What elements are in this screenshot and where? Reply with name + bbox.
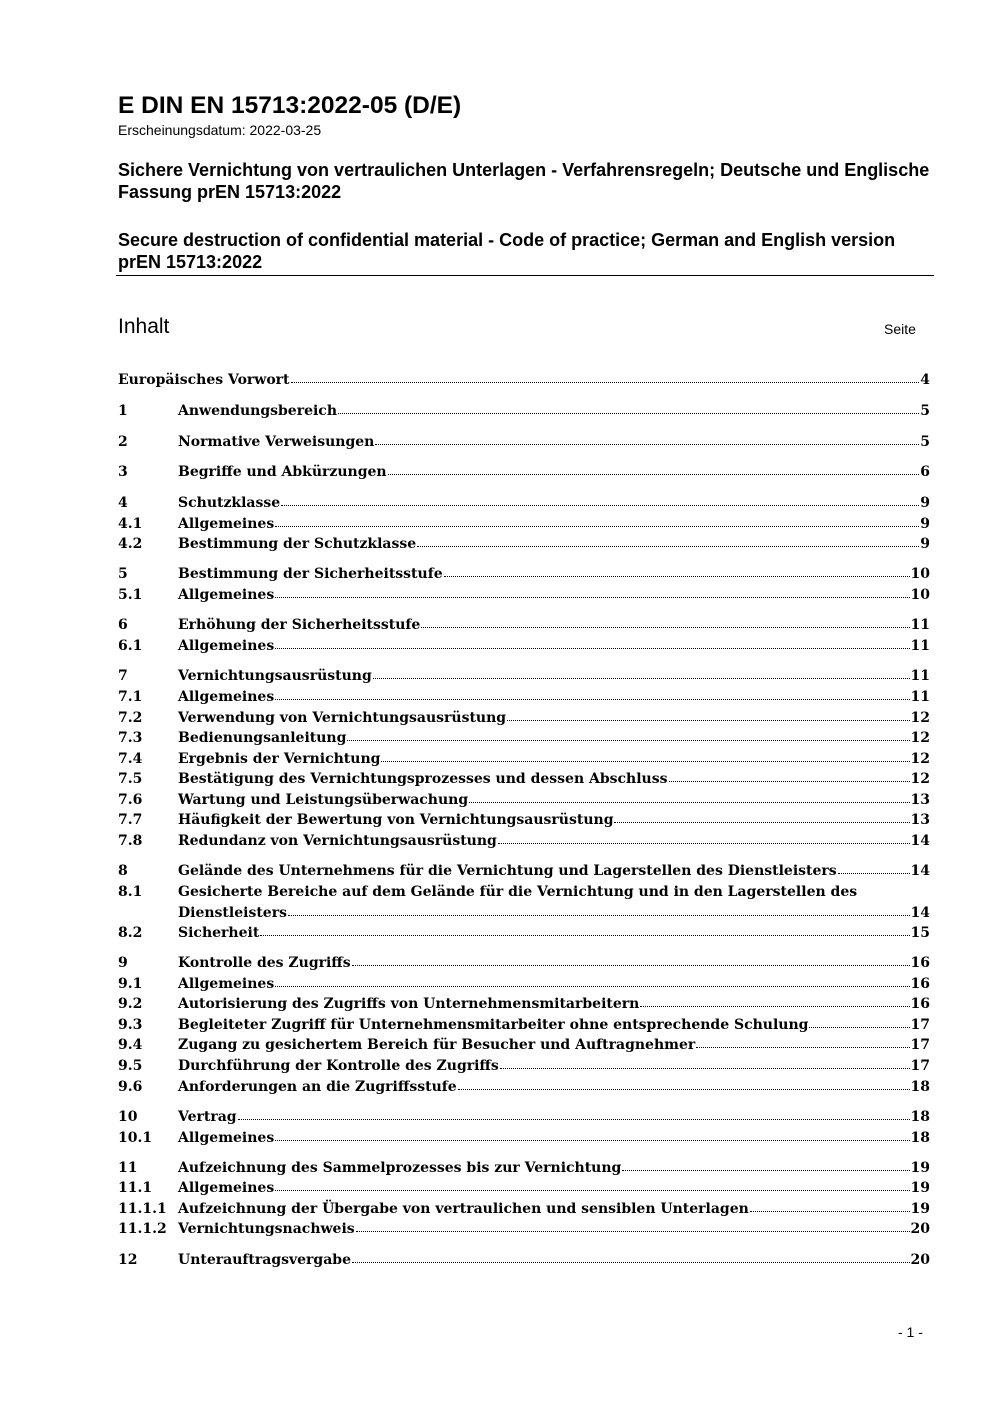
toc-entry-number: 11.1.2 (118, 1221, 167, 1237)
toc-entry-page: 19 (910, 1201, 930, 1217)
toc-entry-page: 19 (910, 1180, 930, 1196)
toc-entry-line (178, 636, 930, 657)
toc-entry-number: 9.6 (118, 1079, 143, 1095)
toc-dot-leader (275, 1128, 909, 1142)
toc-entry-title: Durchführung der Kontrolle des Zugriffs (178, 1058, 499, 1074)
toc-entry-page: 18 (910, 1079, 930, 1095)
toc-entry-page: 5 (920, 434, 930, 450)
toc-entry-title: Begleiteter Zugriff für Unternehmensmitarbeiter ohne entsprechende Schulung (178, 1017, 809, 1033)
toc-entry-title: Allgemeines (178, 689, 275, 705)
toc-dot-leader (498, 831, 910, 845)
toc-entry-title: Kontrolle des Zugriffs (178, 955, 351, 971)
toc-entry-title: Schutzklasse (178, 495, 281, 511)
toc-entry-page: 14 (910, 863, 930, 879)
toc-dot-leader (347, 728, 909, 742)
title-german: Sichere Vernichtung von vertraulichen Unterlagen - Verfahrensregeln; Deutsche und Englische Fassung prEN 15713:2022 (118, 160, 930, 202)
toc-entry-number: 11.1.1 (118, 1201, 167, 1217)
toc-entry-line (178, 514, 930, 535)
toc-dot-leader (388, 462, 920, 476)
toc-entry-title: Bestätigung des Vernichtungsprozesses und dessen Abschluss (178, 771, 668, 787)
toc-entry-line (178, 708, 930, 729)
toc-entry-line (178, 728, 930, 749)
toc-entry-title: Unterauftragsvergabe (178, 1252, 351, 1268)
toc-dot-leader (275, 1178, 909, 1192)
toc-entry-page: 10 (910, 587, 930, 603)
toc-dot-leader (669, 769, 910, 783)
toc-dot-leader (640, 994, 909, 1008)
toc-entry-line (178, 687, 930, 708)
toc-entry-title: Aufzeichnung der Übergabe von vertraulichen und sensiblen Unterlagen (178, 1201, 749, 1217)
toc-entry-page: 10 (910, 566, 930, 582)
toc-entry-line (118, 370, 930, 391)
toc-entry-line (178, 1035, 930, 1056)
toc-entry-number: 9.2 (118, 996, 143, 1012)
toc-entry-line (178, 1250, 930, 1271)
page-number: - 1 - (898, 1324, 923, 1340)
toc-entry-line (178, 1178, 930, 1199)
toc-dot-leader (381, 749, 909, 763)
toc-dot-leader (356, 1219, 910, 1233)
toc-entry-line (178, 831, 930, 852)
toc-dot-leader (275, 585, 909, 599)
toc-entry-number: 6 (118, 617, 128, 633)
toc-entry-title: Allgemeines (178, 516, 275, 532)
toc-entry-title: Bestimmung der Sicherheitsstufe (178, 566, 443, 582)
toc-dot-leader (469, 790, 909, 804)
toc-entry-line (178, 585, 930, 606)
toc-entry-page: 18 (910, 1130, 930, 1146)
toc-entry-title: Allgemeines (178, 587, 275, 603)
toc-entry-title: Dienstleisters (178, 904, 287, 921)
toc-entry-line (178, 903, 930, 924)
toc-entry-line (178, 534, 930, 555)
toc-dot-leader (275, 974, 909, 988)
toc-entry-line (178, 1158, 930, 1179)
toc-entry-number: 7.4 (118, 751, 143, 767)
toc-entry-page: 16 (910, 976, 930, 992)
toc-entry-title: Anwendungsbereich (178, 403, 337, 419)
toc-dot-leader (375, 432, 919, 446)
toc-entry-line (178, 666, 930, 687)
toc-entry-number: 6.1 (118, 638, 143, 654)
toc-entry-line (178, 769, 930, 790)
toc-entry-page: 20 (910, 1221, 930, 1237)
toc-entry-title: Verwendung von Vernichtungsausrüstung (178, 710, 507, 726)
toc-entry-line (178, 1199, 930, 1220)
toc-entry-page: 9 (920, 516, 930, 532)
toc-dot-leader (238, 1107, 910, 1121)
toc-entry-title: Allgemeines (178, 1180, 275, 1196)
toc-entry-title: Erhöhung der Sicherheitsstufe (178, 617, 421, 633)
toc-entry-number: 7.2 (118, 710, 143, 726)
toc-dot-leader (622, 1158, 909, 1172)
toc-dot-leader (750, 1199, 910, 1213)
toc-entry-title: Gelände des Unternehmens für die Vernichtung und Lagerstellen des Dienstleisters (178, 863, 837, 879)
toc-entry-title: Redundanz von Vernichtungsausrüstung (178, 833, 497, 849)
toc-entry-number: 8.1 (118, 884, 143, 900)
toc-dot-leader (373, 666, 910, 680)
toc-entry-line (178, 1128, 930, 1149)
toc-entry-number: 9 (118, 955, 128, 971)
toc-entry-page: 11 (910, 638, 930, 654)
toc-entry-line (178, 953, 930, 974)
toc-entry-page: 14 (910, 833, 930, 849)
toc-entry-title: Allgemeines (178, 638, 275, 654)
toc-dot-leader (352, 953, 910, 967)
toc-dot-leader (275, 636, 909, 650)
toc-entry-page: 13 (910, 812, 930, 828)
toc-dot-leader (338, 401, 919, 415)
toc-dot-leader (417, 534, 919, 548)
toc-entry-number: 7.6 (118, 792, 143, 808)
toc-entry-title: Wartung und Leistungsüberwachung (178, 792, 469, 808)
toc-page-column-label: Seite (884, 321, 916, 337)
toc-entry-line (178, 564, 930, 585)
toc-entry-title: Ergebnis der Vernichtung (178, 751, 381, 767)
toc-entry-page: 11 (910, 689, 930, 705)
toc-dot-leader (281, 493, 919, 507)
toc-entry-line (178, 401, 930, 422)
toc-entry-number: 4.1 (118, 516, 143, 532)
toc-entry-line (178, 432, 930, 453)
toc-entry-title: Bedienungsanleitung (178, 730, 347, 746)
toc-dot-leader (275, 514, 919, 528)
toc-dot-leader (838, 861, 910, 875)
toc-entry-line (178, 974, 930, 995)
toc-entry-number: 11.1 (118, 1180, 153, 1196)
toc-entry-page: 16 (910, 996, 930, 1012)
toc-entry-number: 7 (118, 668, 128, 684)
toc-entry-title: Zugang zu gesichertem Bereich für Besucher und Auftragnehmer (178, 1037, 696, 1053)
toc-entry-page: 11 (910, 668, 930, 684)
toc-entry-page: 12 (910, 751, 930, 767)
toc-entry-title: Aufzeichnung des Sammelprozesses bis zur Vernichtung (178, 1160, 622, 1176)
toc-entry-page: 13 (910, 792, 930, 808)
toc-entry-page: 11 (910, 617, 930, 633)
toc-entry-number: 9.4 (118, 1037, 143, 1053)
toc-dot-leader (458, 1077, 910, 1091)
toc-entry-line (178, 1015, 930, 1036)
toc-dot-leader (275, 687, 909, 701)
toc-heading: Inhalt (118, 315, 170, 338)
toc-dot-leader (421, 615, 909, 629)
toc-entry-title: Vernichtungsausrüstung (178, 668, 372, 684)
toc-entry-line (178, 1107, 930, 1128)
toc-entry-page: 12 (910, 771, 930, 787)
toc-entry-number: 12 (118, 1252, 138, 1268)
toc-entry-page: 14 (910, 904, 930, 921)
toc-entry-page: 12 (910, 730, 930, 746)
toc-dot-leader (614, 810, 909, 824)
toc-entry-title: Anforderungen an die Zugriffsstufe (178, 1079, 457, 1095)
toc-entry-line (178, 749, 930, 770)
toc-entry-line (178, 1219, 930, 1240)
toc-entry-line (178, 462, 930, 483)
toc-dot-leader (352, 1250, 910, 1264)
toc-entry-number: 1 (118, 403, 128, 419)
toc-entry-title: Autorisierung des Zugriffs von Unternehmensmitarbeitern (178, 996, 640, 1012)
toc-entry-line (178, 493, 930, 514)
toc-entry-number: 5 (118, 566, 128, 582)
toc-entry-line (178, 1056, 930, 1077)
toc-entry-page: 6 (920, 464, 930, 480)
toc-entry-page: 5 (920, 403, 930, 419)
toc-entry-page: 20 (910, 1252, 930, 1268)
toc-entry-page: 18 (910, 1109, 930, 1125)
toc-entry-title-line1: Gesicherte Bereiche auf dem Gelände für die Vernichtung und in den Lagerstellen des (178, 884, 858, 900)
toc-entry-page: 9 (920, 536, 930, 552)
toc-entry-line (178, 861, 930, 882)
toc-dot-leader (500, 1056, 910, 1070)
toc-entry-number: 4 (118, 495, 128, 511)
title-english: Secure destruction of confidential material - Code of practice; German and English version prEN 15713:2022 (118, 230, 896, 272)
toc-entry-line (178, 1077, 930, 1098)
toc-entry-number: 7.8 (118, 833, 143, 849)
toc-entry-title: Häufigkeit der Bewertung von Vernichtungsausrüstung (178, 812, 614, 828)
toc-entry-title: Normative Verweisungen (178, 434, 375, 450)
toc-entry-number: 7.7 (118, 812, 143, 828)
toc-dot-leader (291, 370, 920, 384)
toc-entry-number: 11 (118, 1160, 138, 1176)
toc-dot-leader (260, 923, 909, 937)
toc-dot-leader (288, 903, 910, 917)
toc-entry-number: 4.2 (118, 536, 143, 552)
toc-entry-line (178, 923, 930, 944)
toc-entry-number: 7.3 (118, 730, 143, 746)
toc-dot-leader (507, 708, 909, 722)
toc-entry-number: 10.1 (118, 1130, 153, 1146)
toc-entry-number: 7.1 (118, 689, 143, 705)
toc-dot-leader (444, 564, 910, 578)
toc-entry-page: 17 (910, 1058, 930, 1074)
toc-entry-page: 17 (910, 1017, 930, 1033)
toc-entry-title: Vertrag (178, 1109, 237, 1125)
toc-entry-page: 4 (920, 372, 930, 388)
title-divider (116, 275, 934, 276)
toc-entry-title: Vernichtungsnachweis (178, 1221, 355, 1237)
toc-entry-line (178, 790, 930, 811)
toc-entry-line (178, 994, 930, 1015)
toc-entry-title: Allgemeines (178, 976, 275, 992)
toc-entry-number: 8.2 (118, 925, 143, 941)
toc-entry-title: Begriffe und Abkürzungen (178, 464, 387, 480)
toc-entry-title: Europäisches Vorwort (118, 372, 290, 388)
toc-entry-page: 12 (910, 710, 930, 726)
toc-entry-title: Sicherheit (178, 925, 260, 941)
toc-entry-line (178, 810, 930, 831)
toc-entry-line (178, 615, 930, 636)
toc-entry-title: Allgemeines (178, 1130, 275, 1146)
toc-entry-number: 9.1 (118, 976, 143, 992)
toc-entry-title: Bestimmung der Schutzklasse (178, 536, 417, 552)
publication-date: Erscheinungsdatum: 2022-03-25 (118, 122, 322, 138)
toc-entry-page: 16 (910, 955, 930, 971)
toc-entry-page: 15 (910, 925, 930, 941)
toc-entry-number: 2 (118, 434, 128, 450)
toc-entry-page: 19 (910, 1160, 930, 1176)
toc-entry-number: 10 (118, 1109, 138, 1125)
toc-entry-number: 8 (118, 863, 128, 879)
toc-entry-page: 9 (920, 495, 930, 511)
document-id: E DIN EN 15713:2022-05 (D/E) (118, 92, 462, 119)
toc-entry-number: 3 (118, 464, 128, 480)
toc-entry-number: 9.5 (118, 1058, 143, 1074)
toc-entry-number: 5.1 (118, 587, 143, 603)
toc-entry-number: 9.3 (118, 1017, 143, 1033)
toc-dot-leader (696, 1035, 909, 1049)
toc-entry-number: 7.5 (118, 771, 143, 787)
toc-dot-leader (809, 1015, 909, 1029)
toc-entry-page: 17 (910, 1037, 930, 1053)
